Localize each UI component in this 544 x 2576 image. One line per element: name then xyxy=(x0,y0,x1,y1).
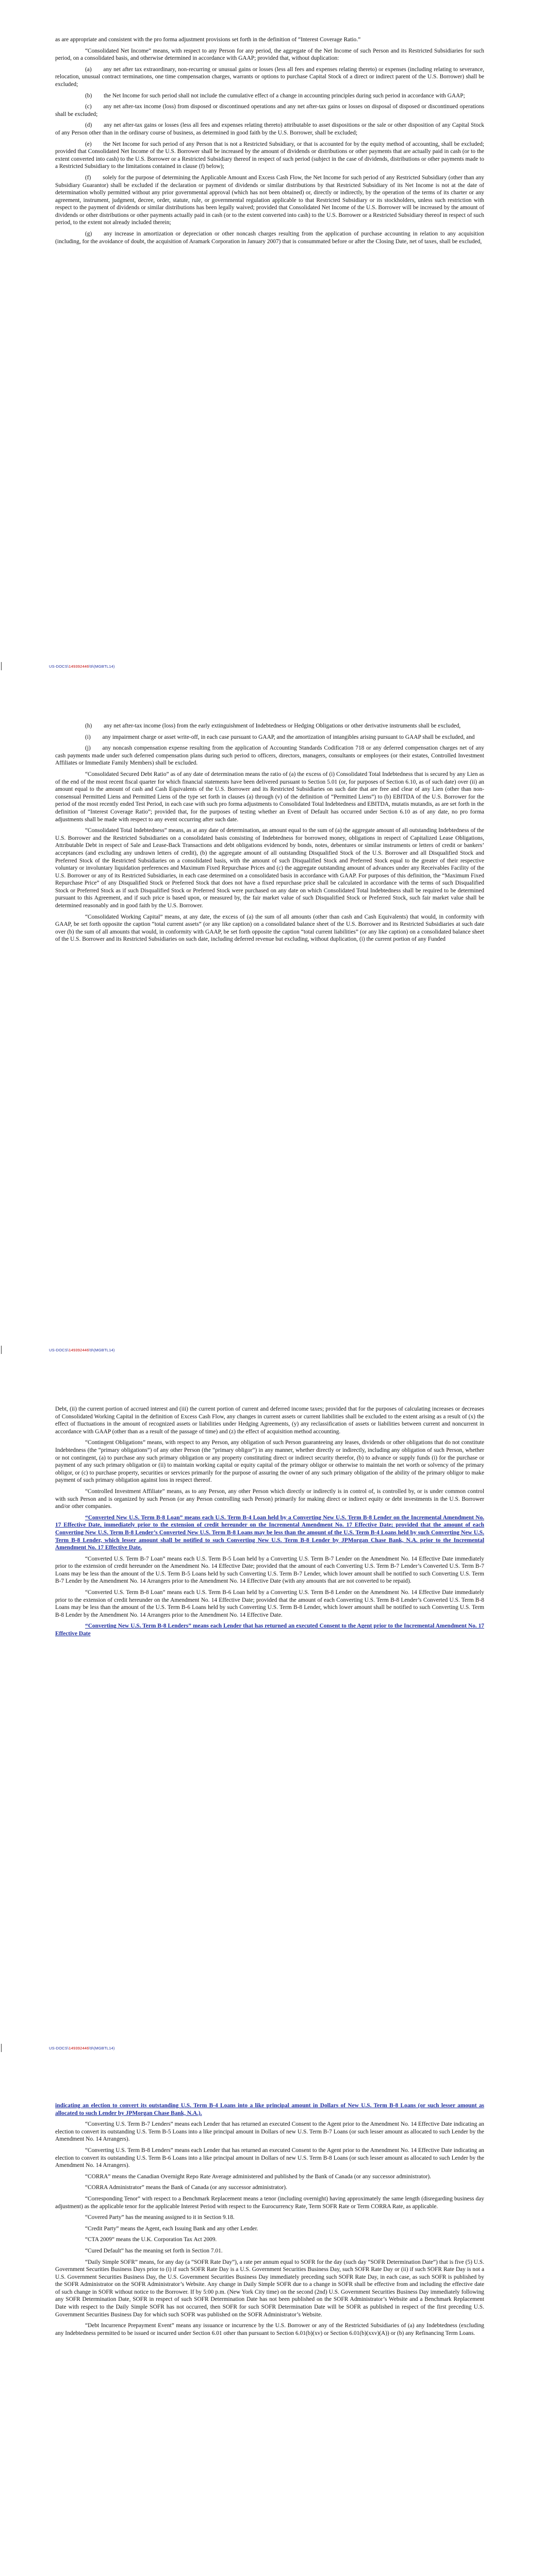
definition-converted-us-term-b7-loan: “Converted U.S. Term B-7 Loan” means each U.S. Term B-5 Loan held by a Converting U.S. Term B-7 Lender on the Amendment No. 14 Effective Date immediately prior to the extension of credit hereunder on the Amendment No. 14 Effective Date; provided that the amount of each Converting U.S. Term B-7 Lender’s Converted U.S. Term B-7 Loans may be less than the amount of the U.S. Term B-5 Loans held by such Converting U.S. Term B-7 Lender, which lower amount shall be notified to such Converting U.S. Term B-7 Lender by the Amendment No. 14 Arrangers prior to the Amendment No. 14 Effective Date (with any amounts that are not converted to be repaid). xyxy=(55,1555,484,1585)
footer-number: 149392446 xyxy=(69,664,89,669)
clause-c: (c) any net after-tax income (loss) from disposed or discontinued operations and any net after-tax gains or losses on disposal of disposed or discontinued operations shall be excluded; xyxy=(55,104,484,117)
definition-converting-us-term-b7-lenders: “Converting U.S. Term B-7 Lenders” means each Lender that has returned an executed Consent to the Agent prior to the Amendment No. 14 Effective Date indicating an election to convert its outstanding U.S. Term B-5 Loans into a like principal amount in Dollars of new U.S. Term B-7 Loans (or such lesser amount as allocated to such Lender by the Amendment No. 14 Arrangers). xyxy=(55,2121,484,2143)
clause-e: (e) the Net Income for such period of any Person that is not a Restricted Subsidiary, or that is accounted for by the equity method of accounting, shall be excluded; provided that Consolidated Net Income of the U.S. Borrower shall be increased by the amount of dividends or distributions or other payments that are actually paid in cash (or to the extent converted into cash) to the U.S. Borrower or a Restricted Subsidiary thereof in respect of such period (subject in the case of dividends, distributions or other payments made to a Restricted Subsidiary to the limitations contained in clause (f) below); xyxy=(55,141,484,170)
footer-prefix: US-DOCS\ xyxy=(49,2046,69,2050)
definition-consolidated-working-capital: “Consolidated Working Capital” means, at any date, the excess of (a) the sum of all amounts (other than cash and Cash Equivalents) that would, in conformity with GAAP, be set forth opposite the caption “total current assets” (or any like caption) on a consolidated balance sheet of the U.S. Borrower and its Restricted Subsidiaries at such date over (b) the sum of all amounts that would, in conformity with GAAP, be set forth opposite the caption “total current liabilities” (or any like caption) on a consolidated balance sheet of the U.S. Borrower and its Restricted Subsidiaries on such date, including deferred revenue but excluding, without duplication, (i) the current portion of any Funded xyxy=(55,913,484,943)
page-footer xyxy=(49,1348,115,1352)
definition-consolidated-total-indebtedness: “Consolidated Total Indebtedness” means, as at any date of determination, an amount equal to the sum of (a) the aggregate amount of all outstanding Indebtedness of the U.S. Borrower and the Restricted Subsidiaries on a consolidated basis consisting of Indebtedness for borrowed money, obligations in respect of Capitalized Lease Obligations, Attributable Debt in respect of Sale and Lease-Back Transactions and debt obligations evidenced by bonds, notes, debentures or similar instruments or letters of credit or bankers’ acceptances (and excluding any undrawn letters of credit), (b) the aggregate amount of all outstanding Disqualified Stock of the U.S. Borrower and all Disqualified Stock and Preferred Stock of the Restricted Subsidiaries on a consolidated basis, with the amount of such Disqualified Stock and Preferred Stock equal to the greater of their respective voluntary or involuntary liquidation preferences and Maximum Fixed Repurchase Prices and (c) the aggregate outstanding amount of advances under any Receivables Facility of the U.S. Borrower or any of its Restricted Subsidiaries, in each case determined on a consolidated basis in accordance with GAAP. For purposes of this definition, the “Maximum Fixed Repurchase Price” of any Disqualified Stock or Preferred Stock that does not have a fixed repurchase price shall be calculated in accordance with the terms of such Disqualified Stock or Preferred Stock as if such Disqualified Stock or Preferred Stock were purchased on any date on which Consolidated Total Indebtedness shall be required to be determined pursuant to this Agreement, and if such price is based upon, or measured by, the fair market value of such Disqualified Stock or Preferred Stock, such fair market value shall be determined reasonably and in good faith by the U.S. Borrower. xyxy=(55,827,484,909)
definition-corra-administrator: “CORRA Administrator” means the Bank of Canada (or any successor administrator). xyxy=(85,2184,287,2191)
definition-converting-new-us-term-b8-lenders: “Converting New U.S. Term B-8 Lenders” means each Lender that has returned an executed Consent to the Agent prior to the Incremental Amendment No. 17 Effective Date xyxy=(55,1623,484,1637)
footer-version: \9\(MGBTL14) xyxy=(89,2046,115,2050)
clause-f: (f) solely for the purpose of determining the Applicable Amount and Excess Cash Flow, the Net Income for such period of any Restricted Subsidiary (other than any Subsidiary Guarantor) shall be excluded if the declaration or payment of dividends or similar distributions by that Restricted Subsidiary of its Net Income is not at the date of determination wholly permitted without any prior governmental approval (which has not been obtained) or, directly or indirectly, by the operation of the terms of its charter or any agreement, instrument, judgment, decree, order, statute, rule, or governmental regulation applicable to that Restricted Subsidiary or its stockholders, unless such restriction with respect to the payment of dividends or similar distributions has been legally waived; provided that Consolidated Net Income of the U.S. Borrower will be increased by the amount of dividends or other distributions or other payments actually paid in cash (or to the extent converted into cash) to the U.S. Borrower or a Restricted Subsidiary thereof in respect of such period, to the extent not already included therein; xyxy=(55,174,484,226)
footer-number: 149392446 xyxy=(69,2046,89,2050)
definition-contingent-obligations: “Contingent Obligations” means, with respect to any Person, any obligation of such Person guaranteeing any leases, dividends or other obligations that do not constitute Indebtedness (the “primary obligations”) of any other Person (the “primary obligor”) in any manner, whether directly or indirectly, including any obligation of such Person, whether or not contingent, (a) to purchase any such primary obligation or any property constituting direct or indirect security therefor, (b) to advance or supply funds (i) for the purchase or payment of any such primary obligation or (ii) to maintain working capital or equity capital of the primary obligor or otherwise to maintain the net worth or solvency of the primary obligor, or (c) to purchase property, securities or services primarily for the purpose of assuring the owner of any such primary obligation of the ability of the primary obligor to make payment of such primary obligation against loss in respect thereof. xyxy=(55,1439,484,1484)
page-1-body xyxy=(55,36,484,249)
definition-converted-us-term-b8-loan: “Converted U.S. Term B-8 Loan” means each U.S. Term B-6 Loan held by a Converting U.S. Term B-8 Lender on the Amendment No. 14 Effective Date immediately prior to the extension of credit hereunder on the Amendment No. 14 Effective Date; provided that the amount of each Converting U.S. Term B-8 Lender’s Converted U.S. Term B-8 Loans may be less than the amount of the U.S. Term B-6 Loans held by such Converting U.S. Term B-8 Lender, which lower amount shall be notified to such Converting U.S. Term B-8 Lender by the Amendment No. 14 Arrangers prior to the Amendment No. 14 Effective Date. xyxy=(55,1589,484,1618)
clause-h: (h) any net after-tax income (loss) from the early extinguishment of Indebtedness or Hedging Obligations or other derivative instruments shall be excluded, xyxy=(85,723,461,729)
paragraph: Debt, (ii) the current portion of accrued interest and (iii) the current portion of current and deferred income taxes; provided that for the purposes of calculating increases or decreases of Consolidated Working Capital in the definition of Excess Cash Flow, any changes in current assets or current liabilities shall be excluded to the extent arising as a result of (x) the effect of fluctuations in the amount of recognized assets or liabilities under Hedging Agreements, (y) any reclassification of assets or liabilities between current and noncurrent in accordance with GAAP (other than as a result of the passage of time) and (z) the effect of acquisition method accounting. xyxy=(55,1406,484,1435)
page-edge-mark xyxy=(1,2044,2,2052)
converting-lenders-continuation: indicating an election to convert its outstanding U.S. Term B-4 Loans into a like principal amount in Dollars of New U.S. Term B-8 Loans (or such lesser amount as allocated to such Lender by JPMorgan Chase Bank, N.A.). xyxy=(55,2103,484,2116)
definition-covered-party: “Covered Party” has the meaning assigned to it in Section 9.18. xyxy=(85,2214,235,2221)
footer-prefix: US-DOCS\ xyxy=(49,1348,69,1352)
definition-corresponding-tenor: “Corresponding Tenor” with respect to a Benchmark Replacement means a tenor (including overnight) having approximately the same length (disregarding business day adjustment) as the applicable tenor for the applicable Interest Period with respect to the Eurocurrency Rate, Term SOFR Rate or Term CORRA Rate, as applicable. xyxy=(55,2195,484,2210)
paragraph: as are appropriate and consistent with the pro forma adjustment provisions set forth in the definition of “Interest Coverage Ratio.” xyxy=(55,37,361,43)
definition-converted-new-us-term-b8-loan: “Converted New U.S. Term B-8 Loan” means each U.S. Term B-4 Loan held by a Converting New U.S. Term B-8 Lender on the Incremental Amendment No. 17 Effective Date, immediately prior to the extension of credit hereunder on the Incremental Amendment No. 17 Effective Date; provided that the amount of each Converting New U.S. Term B-8 Lender’s Converted New U.S. Term B-8 Loans may be less than the amount of the U.S. Term B-4 Loans held by such Converting New U.S. Term B-8 Lender, which lesser amount shall be notified to such Converting New U.S. Term B-8 Lender by JPMorgan Chase Bank, N.A. prior to the Incremental Amendment No. 17 Effective Date. xyxy=(55,1514,484,1551)
clause-j: (j) any noncash compensation expense resulting from the application of Accounting Standards Codification 718 or any deferred compensation charges net of any cash payments made under such deferred compensation plans during such period to officers, directors, managers, consultants or employees (or their estates, Controlled Investment Affiliates or Immediate Family Members) shall be excluded. xyxy=(55,745,484,767)
definition-cta-2009: “CTA 2009” means the U.K. Corporation Tax Act 2009. xyxy=(85,2236,217,2243)
definition-daily-simple-sofr: “Daily Simple SOFR” means, for any day (a “SOFR Rate Day”), a rate per annum equal to SOFR for the day (such day “SOFR Determination Date”) that is five (5) U.S. Government Securities Business Days prior to (i) if such SOFR Rate Day is a U.S. Government Securities Business Day, such SOFR Rate Day or (ii) if such SOFR Rate Day is not a U.S. Government Securities Business Day, the U.S. Government Securities Business Day immediately preceding such SOFR Rate Day, in each case, as such SOFR is published by the SOFR Administrator on the SOFR Administrator’s Website. Any change in Daily Simple SOFR due to a change in SOFR shall be effective from and including the effective date of such change in SOFR without notice to the Borrower. If by 5:00 p.m. (New York City time) on the second (2nd) U.S. Government Securities Business Day immediately following any SOFR Determination Date, SOFR in respect of such SOFR Determination Date has not been published on the SOFR Administrator’s Website and a Benchmark Replacement Date with respect to the Daily Simple SOFR has not occurred, then SOFR for such SOFR Determination Date will be SOFR as published in respect of the first preceding U.S. Government Securities Business Day for which such SOFR was published on the SOFR Administrator’s Website. xyxy=(55,2259,484,2318)
clause-b: (b) the Net Income for such period shall not include the cumulative effect of a change in accounting principles during such period in accordance with GAAP; xyxy=(85,92,465,99)
definition-cured-default: “Cured Default” has the meaning set forth in Section 7.01. xyxy=(85,2247,223,2254)
clause-i: (i) any impairment charge or asset write-off, in each case pursuant to GAAP, and the amortization of intangibles arising pursuant to GAAP shall be excluded, and xyxy=(85,734,475,740)
definition-credit-party: “Credit Party” means the Agent, each Issuing Bank and any other Lender. xyxy=(85,2225,258,2232)
clause-g: (g) any increase in amortization or depreciation or other noncash charges resulting from the application of purchase accounting in relation to any acquisition (including, for the avoidance of doubt, the acquisition of Aramark Corporation in January 2007) that is consummated before or after the Closing Date, net of taxes, shall be excluded, xyxy=(55,231,484,245)
page-edge-mark xyxy=(1,662,2,670)
page-2-body xyxy=(55,722,484,947)
footer-version: \9\(MGBTL14) xyxy=(89,664,115,669)
definition-converting-us-term-b8-lenders: “Converting U.S. Term B-8 Lenders” means each Lender that has returned an executed Consent to the Agent prior to the Amendment No. 14 Effective Date indicating an election to convert its outstanding U.S. Term B-6 Loans into a like principal amount in Dollars of new U.S. Term B-8 Loans (or such lesser amount as allocated to such Lender by the Amendment No. 14 Arrangers). xyxy=(55,2147,484,2169)
footer-prefix: US-DOCS\ xyxy=(49,664,69,669)
page-footer xyxy=(49,2046,115,2050)
definition-corra: “CORRA” means the Canadian Overnight Repo Rate Average administered and published by the Bank of Canada (or any successor administrator). xyxy=(85,2173,432,2180)
definition-debt-incurrence-prepayment-event: “Debt Incurrence Prepayment Event” means any issuance or incurrence by the U.S. Borrower or any of the Restricted Subsidiaries of (a) any Indebtedness (excluding any Indebtedness permitted to be issued or incurred under Section 6.01 other than pursuant to Section 6.01(b)(xv) or Section 6.01(b)(xxv)(A)) or (b) any Refinancing Term Loans. xyxy=(55,2323,484,2336)
clause-d: (d) any net after-tax gains or losses (less all fees and expenses relating thereto) attributable to asset dispositions or the sale or other disposition of any Capital Stock of any Person other than in the ordinary course of business, as determined in good faith by the U.S. Borrower, shall be excluded; xyxy=(55,122,484,136)
page-3-body xyxy=(55,1405,484,1641)
footer-number: 149392446 xyxy=(69,1348,89,1352)
definition-consolidated-secured-debt-ratio: “Consolidated Secured Debt Ratio” as of any date of determination means the ratio of (a) the excess of (i) Consolidated Total Indebtedness that is secured by any Lien as of the end of the most recent fiscal quarter for which financial statements have been delivered pursuant to Section 5.01 (or, for purposes of Section 6.10, as of such date) over (ii) an amount equal to the amount of cash and Cash Equivalents of the U.S. Borrower and its Restricted Subsidiaries on such date that are free and clear of any Lien (other than non-consensual Permitted Liens and Permitted Liens of the type set forth in clauses (a) through (v) of the definition of “Permitted Liens”) to (b) EBITDA of the U.S. Borrower for the period of the most recently ended Test Period, in each case with such pro forma adjustments to Consolidated Total Indebtedness and EBITDA, mutatis mutandis, as are set forth in the definition of “Interest Coverage Ratio”; provided that, for the purposes of testing whether an Event of Default has occurred under Section 6.10 as of any date, no pro forma adjustments shall be made with respect to any event occurring after such date. xyxy=(55,771,484,823)
footer-version: \9\(MGBTL14) xyxy=(89,1348,115,1352)
page-footer xyxy=(49,664,115,669)
definition-controlled-investment-affiliate: “Controlled Investment Affiliate” means, as to any Person, any other Person which directly or indirectly is in control of, is controlled by, or is under common control with such Person and is organized by such Person (or any Person controlling such Person) primarily for making direct or indirect equity or debt investments in the U.S. Borrower and/or other companies. xyxy=(55,1488,484,1510)
page-4-body xyxy=(55,2102,484,2341)
definition-consolidated-net-income: “Consolidated Net Income” means, with respect to any Person for any period, the aggregate of the Net Income of such Person and its Restricted Subsidiaries for such period, on a consolidated basis, and otherwise determined in accordance with GAAP; provided that, without duplication: xyxy=(55,47,484,62)
page-edge-mark xyxy=(1,1346,2,1354)
clause-a: (a) any net after tax extraordinary, non-recurring or unusual gains or losses (less all fees and expenses relating thereto) or expenses (including relating to severance, relocation, unusual contract terminations, one time compensation charges, warrants or options to purchase Capital Stock of a direct or indirect parent of the U.S. Borrower) shall be excluded; xyxy=(55,66,484,88)
